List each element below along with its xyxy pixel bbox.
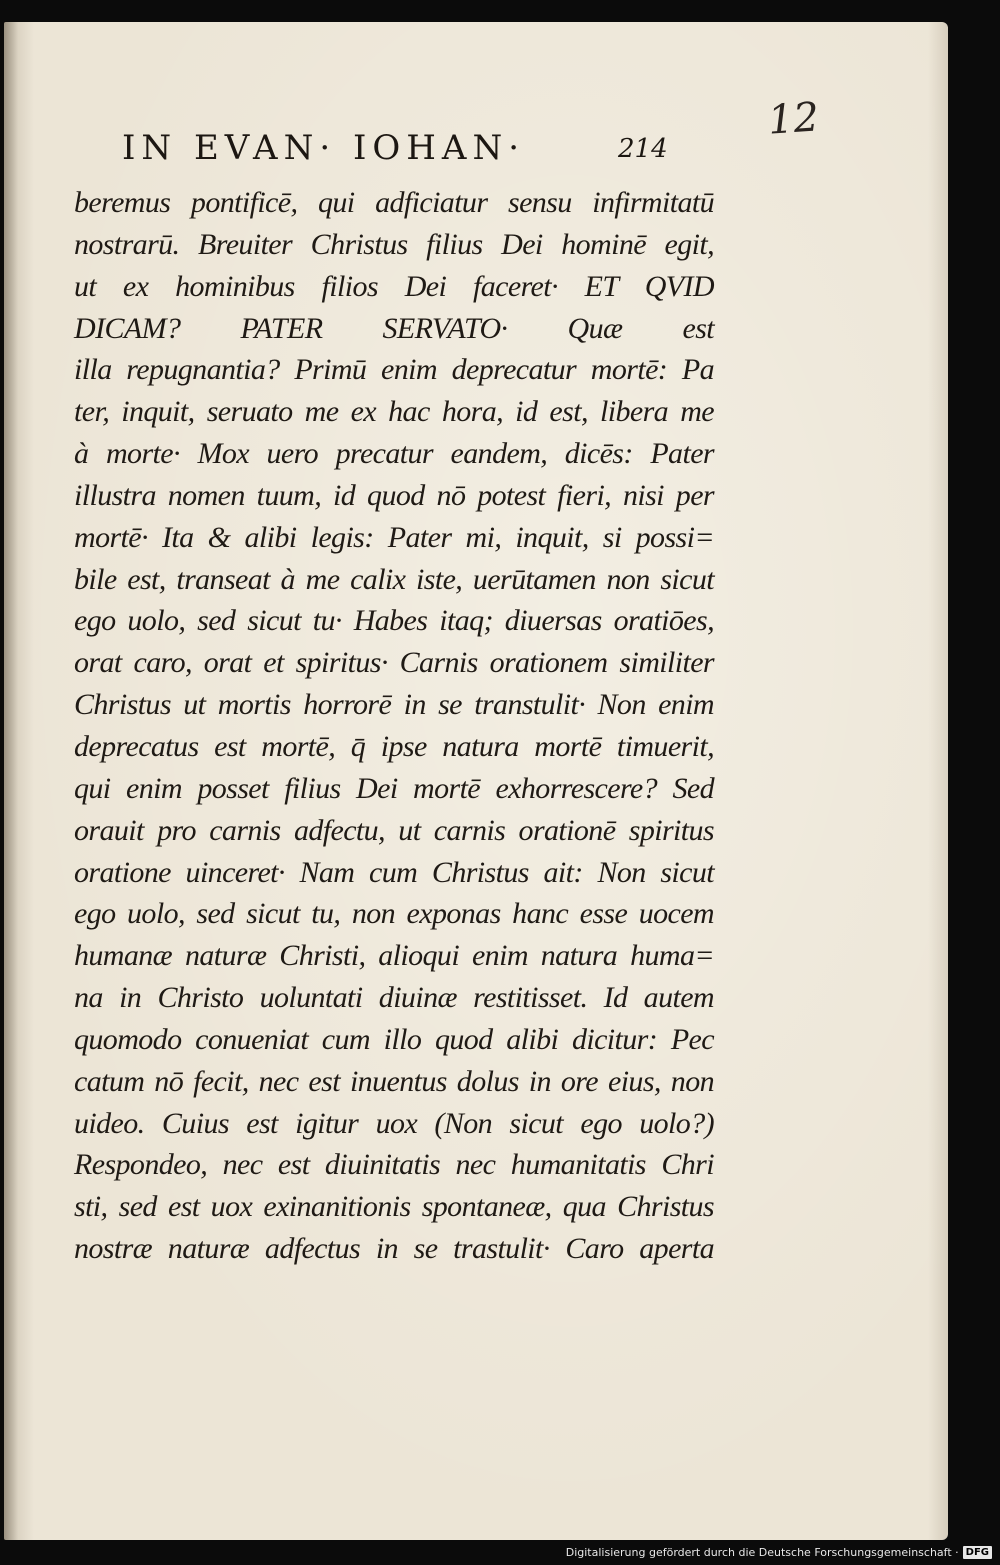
gutter-shadow: [4, 22, 18, 1540]
page-number: 214: [618, 134, 668, 164]
text-line: humanæ naturæ Christi, alioqui enim natura huma=: [74, 939, 714, 973]
text-line: nostrarū. Breuiter Christus filius Dei hominē egit,: [74, 227, 714, 261]
text-line: ter, inquit, seruato me ex hac hora, id est, libera me: [74, 395, 714, 429]
handwritten-folio-number: 12: [766, 94, 821, 144]
text-line: uideo. Cuius est igitur uox (Non sicut ego uolo?): [74, 1106, 714, 1140]
text-line: catum nō fecit, nec est inuentus dolus in ore eius, non: [74, 1064, 714, 1098]
body-text: [74, 182, 714, 1270]
text-line: oratione uinceret· Nam cum Christus ait: Non sicut: [74, 855, 714, 889]
text-line: na in Christo uoluntati diuinæ restitisset. Id autem: [74, 981, 714, 1015]
running-head: [122, 128, 668, 168]
text-line: orat caro, orat et spiritus· Carnis orationem similiter: [74, 646, 714, 680]
text-line: illa repugnantia? Primū enim deprecatur mortē: Pa: [74, 353, 714, 387]
digitization-footer: [566, 1543, 992, 1561]
text-line: DICAM? PATER SERVATO· Quæ est: [74, 311, 714, 345]
text-line: mortē· Ita & alibi legis: Pater mi, inquit, si possi=: [74, 520, 714, 554]
dfg-logo: DFG: [963, 1546, 992, 1559]
text-line: ut ex hominibus filios Dei faceret· ET QVID: [74, 269, 714, 303]
text-line: bile est, transeat à me calix iste, uerūtamen non sicut: [74, 562, 714, 596]
text-line: sti, sed est uox exinanitionis spontaneæ, qua Christus: [74, 1190, 714, 1224]
text-line: orauit pro carnis adfectu, ut carnis orationē spiritus: [74, 813, 714, 847]
text-line: illustra nomen tuum, id quod nō potest fieri, nisi per: [74, 478, 714, 512]
text-line: Respondeo, nec est diuinitatis nec humanitatis Chri: [74, 1148, 714, 1182]
text-line: beremus pontificē, qui adficiatur sensu infirmitatū: [74, 186, 714, 219]
footer-credit: Digitalisierung gefördert durch die Deutsche Forschungsgemeinschaft ·: [565, 1545, 959, 1559]
text-line: à morte· Mox uero precatur eandem, dicēs: Pater: [74, 437, 714, 471]
text-line: qui enim posset filius Dei mortē exhorrescere? Sed: [74, 771, 714, 805]
text-line: ego uolo, sed sicut tu· Habes itaq; diuersas oratiōes,: [74, 604, 714, 638]
text-line: deprecatus est mortē, q̄ ipse natura mortē timuerit,: [74, 729, 714, 763]
text-line: nostræ naturæ adfectus in se trastulit· Caro aperta: [74, 1232, 714, 1266]
running-head-title: IN EVAN· IOHAN·: [122, 128, 526, 168]
text-line: ego uolo, sed sicut tu, non exponas hanc esse uocem: [74, 897, 714, 931]
text-line: Christus ut mortis horrorē in se transtulit· Non enim: [74, 688, 714, 722]
text-line: quomodo conueniat cum illo quod alibi dicitur: Pec: [74, 1022, 714, 1056]
